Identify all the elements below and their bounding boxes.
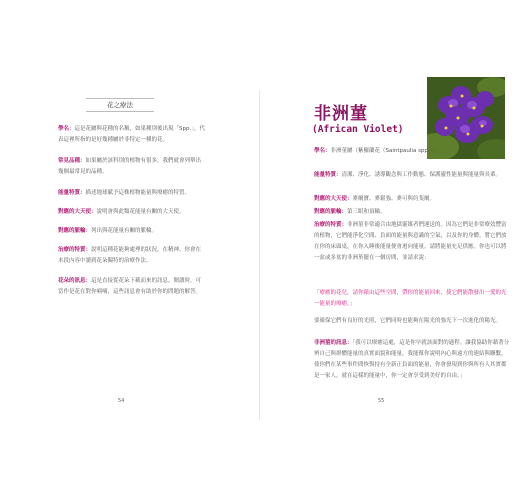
paragraph-healing-qualities: 治療的特質：非洲菫非常適合由地獄靈媒者們運送的。因為它們是非常療效豐富的植物，它們能淨化空間、負面的能量與意識的空氣，以及你的身體。將它們放在你的床頭桌，在你入睡後能量便會迴向能量。請將能量充足供應。你也可以將一盆或多盆的非洲堇擺在一個房間，並請求說： xyxy=(314,222,507,261)
paragraph-chakras: 對應的脈輪：第三眼和頂輪。 xyxy=(314,209,386,215)
paragraph-scientific-name: 學名：非洲菫屬（紫羅蘭花（Saintpaulia spp.））。 xyxy=(314,148,441,154)
left-page-number: 54 xyxy=(118,398,125,404)
right-page-number: 55 xyxy=(378,398,385,404)
paragraph-scientific-name: 學名：這是花屬與花種的名稱，如果種別後出現「Spp.」，代表這裡所指的是好幾種屬於非特定一種的花。 xyxy=(58,126,205,143)
flower-title: 非洲菫 xyxy=(314,104,368,124)
left-page-heading: 花之療法 xyxy=(86,98,154,112)
paragraph-energy-qualities: 能量特質：清潔、淨化、誘導觀念與工作動態、保護靈性能量與能量與長輩。 xyxy=(314,172,502,178)
flower-english-title: (African Violet) xyxy=(312,124,404,135)
paragraph-sunlight-note: 要確保它們有良好的光照，它們同時也能夠在陽光的強光下一次進化的陽光。 xyxy=(314,318,502,324)
invocation-quote: 「療癒的花兒，請你藉由這些空間，帶你的能量回來，使它們能散發出一愛的光一能量的療癒。」 xyxy=(314,290,507,307)
paragraph-flower-message: 非洲菫的訊息：「我可以療癒這處，這是你早就該面對的過程。讓我協助你藉著分辨自己與群體能量的真實面貌和能量，我能幫你說明內心與遠方的連結與聯繫，使你們在某些事件間恢復持有全新正負面的能量，你會發現到你與所有人其實都是一家人，就在這樣的能量中，你一定會享受到美好的自由。」 xyxy=(314,340,510,379)
paragraph-chakras: 對應的脈輪：列出與花能量有關的脈輪。 xyxy=(58,228,158,234)
paragraph-energy-qualities: 能量特質：描述地球賦予這株植物能量與療癒的特質。 xyxy=(58,190,191,196)
paragraph-flower-message: 花朵的訊息：這是直接從花朵下載而來的訊息，閱讀時，可當作是花在對你喃喃，這些訊息會有助於你的問題的解答。 xyxy=(58,278,202,295)
paragraph-healing-qualities: 治療的特質：說明這種花能夠處理的狀況，在精神、你會在本段內容中讀到花朵獨特的治療作法。 xyxy=(58,247,202,264)
paragraph-archangels: 對應的大天使：說明會與此類花能量有關的大天使。 xyxy=(58,209,185,215)
right-page xyxy=(260,0,520,500)
paragraph-archangels: 對應的大天使：麥爾寶、麥鬆強、麥可與約斐爾。 xyxy=(314,196,436,202)
paragraph-common-varieties: 常見品種：如果屬於該科別的植物有很多，我們就會列舉出幾個最常見的品種。 xyxy=(58,158,202,175)
